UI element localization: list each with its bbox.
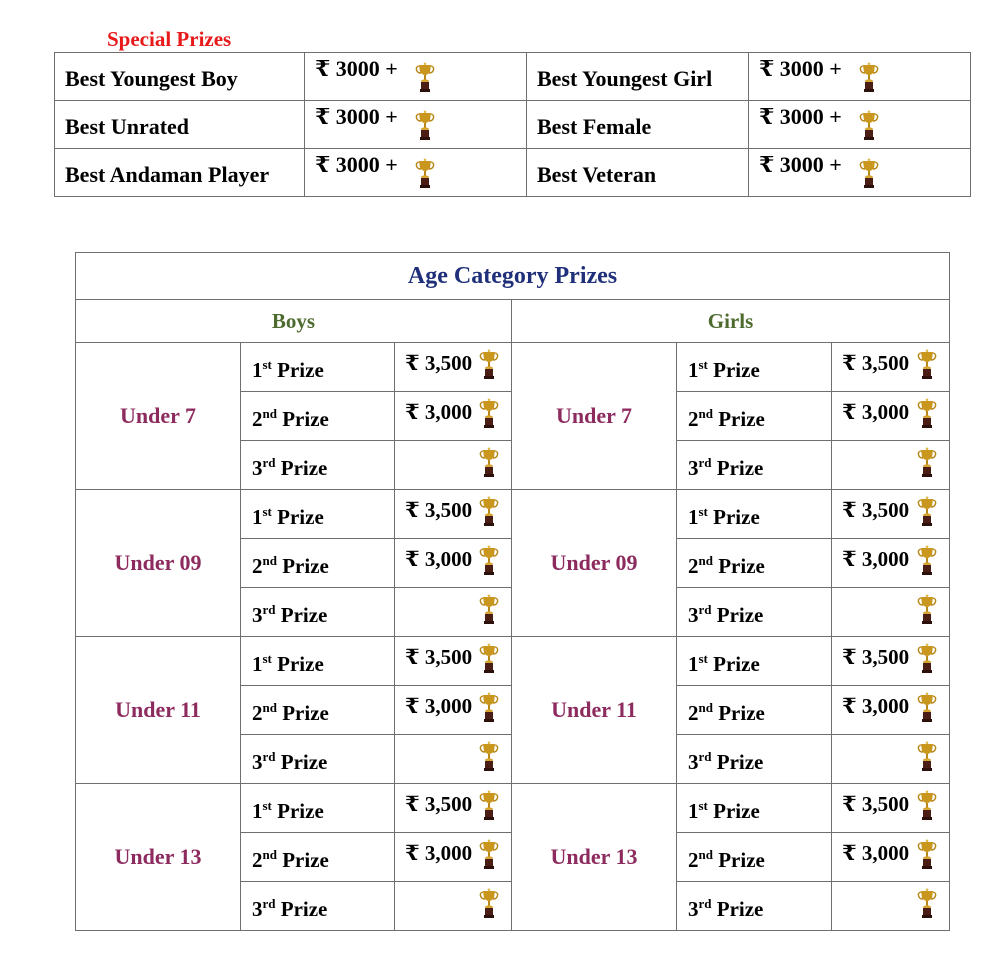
girls-prize-amount-cell xyxy=(832,539,950,588)
prize-amount: ₹ 3,000 xyxy=(405,547,473,571)
prize-amount: ₹ 3,500 xyxy=(842,351,910,375)
trophy-icon xyxy=(479,496,499,530)
prize-rank-word: Prize xyxy=(718,700,765,725)
girls-category-label: Under 09 xyxy=(512,490,677,637)
prize-rank-suffix: nd xyxy=(698,846,713,862)
special-prize-amount: ₹ 3000 + xyxy=(315,152,398,177)
prize-rank-suffix: st xyxy=(698,650,708,666)
prize-rank-number: 2 xyxy=(688,553,699,578)
trophy-icon xyxy=(917,398,937,432)
trophy-icon xyxy=(479,692,499,726)
age-prize-row xyxy=(76,490,950,539)
prize-amount: ₹ 3,500 xyxy=(405,645,473,669)
boys-prize-amount-cell xyxy=(395,735,512,784)
girls-category-label: Under 7 xyxy=(512,343,677,490)
special-prize-amount: ₹ 3000 + xyxy=(759,104,842,129)
special-prize-row xyxy=(55,101,971,149)
prize-rank-suffix: st xyxy=(698,503,708,519)
prize-rank-suffix: nd xyxy=(698,405,713,421)
prize-amount: ₹ 3,000 xyxy=(405,400,473,424)
prize-rank-suffix: st xyxy=(698,356,708,372)
prize-rank-number: 3 xyxy=(252,602,263,627)
prize-amount: ₹ 3,500 xyxy=(842,645,910,669)
boys-prize-label xyxy=(241,588,395,637)
trophy-icon xyxy=(917,692,937,726)
girls-category-label: Under 11 xyxy=(512,637,677,784)
age-category-title: Age Category Prizes xyxy=(76,253,950,300)
boys-category-label: Under 7 xyxy=(76,343,241,490)
trophy-icon xyxy=(917,447,937,481)
prize-rank-suffix: nd xyxy=(262,699,277,715)
trophy-icon xyxy=(917,741,937,775)
girls-prize-label xyxy=(677,833,832,882)
prize-rank-word: Prize xyxy=(280,749,328,774)
prize-rank-suffix: rd xyxy=(262,748,276,764)
girls-prize-amount-cell xyxy=(832,343,950,392)
prize-rank-word: Prize xyxy=(716,749,764,774)
special-prize-amount: ₹ 3000 + xyxy=(315,56,398,81)
prize-rank-suffix: rd xyxy=(262,601,276,617)
trophy-icon xyxy=(917,349,937,383)
prize-rank-number: 2 xyxy=(252,847,263,872)
girls-prize-label xyxy=(677,343,832,392)
girls-prize-amount-cell xyxy=(832,490,950,539)
trophy-icon xyxy=(859,62,879,96)
trophy-icon xyxy=(479,594,499,628)
boys-header: Boys xyxy=(76,300,512,343)
boys-category-label: Under 11 xyxy=(76,637,241,784)
prize-amount: ₹ 3,500 xyxy=(405,498,473,522)
special-prize-row xyxy=(55,53,971,101)
boys-prize-amount-cell xyxy=(395,441,512,490)
trophy-icon xyxy=(479,398,499,432)
boys-prize-label xyxy=(241,735,395,784)
prize-rank-word: Prize xyxy=(718,406,765,431)
special-prizes-title: Special Prizes xyxy=(107,27,232,51)
boys-prize-label xyxy=(241,343,395,392)
prize-rank-suffix: nd xyxy=(698,699,713,715)
prize-rank-suffix: st xyxy=(262,650,272,666)
special-prize-amount-cell xyxy=(305,53,527,101)
prize-rank-word: Prize xyxy=(716,602,764,627)
prize-rank-word: Prize xyxy=(280,896,328,921)
trophy-icon xyxy=(917,888,937,922)
prize-rank-suffix: rd xyxy=(698,748,712,764)
special-prizes-table xyxy=(54,52,971,197)
prize-rank-number: 3 xyxy=(688,602,699,627)
prize-amount: ₹ 3,500 xyxy=(842,792,910,816)
boys-prize-amount-cell xyxy=(395,882,512,931)
girls-prize-label xyxy=(677,637,832,686)
prize-rank-word: Prize xyxy=(280,602,328,627)
boys-prize-amount-cell xyxy=(395,343,512,392)
prize-amount: ₹ 3,500 xyxy=(842,498,910,522)
special-prize-amount: ₹ 3000 + xyxy=(759,56,842,81)
girls-prize-amount-cell xyxy=(832,588,950,637)
prize-rank-number: 1 xyxy=(688,357,699,382)
boys-prize-amount-cell xyxy=(395,833,512,882)
trophy-icon xyxy=(917,545,937,579)
special-prize-label: Best Youngest Boy xyxy=(55,53,305,101)
prize-rank-number: 1 xyxy=(252,504,263,529)
prize-rank-word: Prize xyxy=(718,847,765,872)
prize-rank-word: Prize xyxy=(282,700,329,725)
prize-rank-suffix: nd xyxy=(262,405,277,421)
trophy-icon xyxy=(415,62,435,96)
special-prize-amount: ₹ 3000 + xyxy=(759,152,842,177)
girls-prize-label xyxy=(677,784,832,833)
girls-prize-label xyxy=(677,686,832,735)
trophy-icon xyxy=(479,447,499,481)
age-prize-row xyxy=(76,637,950,686)
boys-category-label: Under 09 xyxy=(76,490,241,637)
boys-prize-amount-cell xyxy=(395,686,512,735)
trophy-icon xyxy=(917,790,937,824)
trophy-icon xyxy=(479,643,499,677)
special-prize-label: Best Youngest Girl xyxy=(527,53,749,101)
prize-rank-word: Prize xyxy=(713,504,760,529)
prize-rank-number: 1 xyxy=(252,651,263,676)
trophy-icon xyxy=(479,741,499,775)
special-prize-row xyxy=(55,149,971,197)
girls-prize-amount-cell xyxy=(832,392,950,441)
trophy-icon xyxy=(859,110,879,144)
prize-rank-number: 3 xyxy=(252,749,263,774)
trophy-icon xyxy=(415,158,435,192)
prize-rank-word: Prize xyxy=(280,455,328,480)
special-prize-amount-cell xyxy=(305,101,527,149)
prize-rank-suffix: rd xyxy=(698,895,712,911)
special-prize-amount-cell xyxy=(749,149,971,197)
prize-rank-suffix: rd xyxy=(262,454,276,470)
prize-rank-suffix: st xyxy=(262,797,272,813)
prize-amount: ₹ 3,000 xyxy=(842,547,910,571)
age-category-prizes-table xyxy=(75,252,950,931)
boys-prize-label xyxy=(241,441,395,490)
trophy-icon xyxy=(479,790,499,824)
girls-prize-amount-cell xyxy=(832,833,950,882)
girls-prize-label xyxy=(677,882,832,931)
prize-rank-word: Prize xyxy=(718,553,765,578)
prize-rank-word: Prize xyxy=(713,798,760,823)
girls-prize-amount-cell xyxy=(832,637,950,686)
trophy-icon xyxy=(479,888,499,922)
prize-amount: ₹ 3,500 xyxy=(405,792,473,816)
prize-amount: ₹ 3,000 xyxy=(842,694,910,718)
prize-amount: ₹ 3,000 xyxy=(842,841,910,865)
boys-prize-amount-cell xyxy=(395,392,512,441)
special-prize-label: Best Andaman Player xyxy=(55,149,305,197)
boys-prize-amount-cell xyxy=(395,784,512,833)
boys-prize-label xyxy=(241,539,395,588)
girls-prize-amount-cell xyxy=(832,882,950,931)
special-prize-label: Best Veteran xyxy=(527,149,749,197)
girls-prize-amount-cell xyxy=(832,441,950,490)
special-prize-label: Best Female xyxy=(527,101,749,149)
girls-prize-label xyxy=(677,490,832,539)
girls-header: Girls xyxy=(512,300,950,343)
trophy-icon xyxy=(479,839,499,873)
age-prize-row xyxy=(76,343,950,392)
special-prize-amount: ₹ 3000 + xyxy=(315,104,398,129)
prize-rank-word: Prize xyxy=(282,847,329,872)
prize-rank-number: 3 xyxy=(688,896,699,921)
prize-rank-number: 3 xyxy=(252,455,263,480)
girls-prize-amount-cell xyxy=(832,784,950,833)
boys-prize-label xyxy=(241,784,395,833)
girls-prize-label xyxy=(677,392,832,441)
trophy-icon xyxy=(415,110,435,144)
prize-rank-suffix: nd xyxy=(698,552,713,568)
prize-rank-number: 3 xyxy=(688,455,699,480)
boys-prize-amount-cell xyxy=(395,588,512,637)
prize-rank-word: Prize xyxy=(716,896,764,921)
girls-prize-label xyxy=(677,539,832,588)
prize-rank-suffix: st xyxy=(262,503,272,519)
prize-rank-number: 1 xyxy=(688,798,699,823)
prize-rank-number: 1 xyxy=(688,504,699,529)
trophy-icon xyxy=(917,839,937,873)
girls-category-label: Under 13 xyxy=(512,784,677,931)
boys-prize-label xyxy=(241,882,395,931)
boys-prize-label xyxy=(241,637,395,686)
prize-rank-word: Prize xyxy=(713,651,760,676)
girls-prize-label xyxy=(677,588,832,637)
prize-rank-number: 1 xyxy=(252,357,263,382)
prize-rank-number: 1 xyxy=(688,651,699,676)
boys-prize-label xyxy=(241,686,395,735)
prize-amount: ₹ 3,000 xyxy=(405,694,473,718)
prize-rank-suffix: nd xyxy=(262,552,277,568)
girls-prize-label xyxy=(677,441,832,490)
prize-rank-suffix: rd xyxy=(698,454,712,470)
trophy-icon xyxy=(917,643,937,677)
prize-rank-number: 2 xyxy=(252,553,263,578)
boys-prize-amount-cell xyxy=(395,637,512,686)
boys-prize-amount-cell xyxy=(395,490,512,539)
prize-amount: ₹ 3,000 xyxy=(842,400,910,424)
prize-rank-number: 2 xyxy=(688,700,699,725)
prize-rank-word: Prize xyxy=(282,553,329,578)
prize-amount: ₹ 3,000 xyxy=(405,841,473,865)
special-prize-amount-cell xyxy=(305,149,527,197)
trophy-icon xyxy=(479,349,499,383)
prize-rank-number: 1 xyxy=(252,798,263,823)
trophy-icon xyxy=(917,594,937,628)
prize-rank-suffix: st xyxy=(698,797,708,813)
prize-rank-word: Prize xyxy=(282,406,329,431)
trophy-icon xyxy=(479,545,499,579)
girls-prize-amount-cell xyxy=(832,735,950,784)
prize-rank-suffix: nd xyxy=(262,846,277,862)
prize-rank-suffix: rd xyxy=(698,601,712,617)
boys-prize-label xyxy=(241,833,395,882)
prize-rank-number: 2 xyxy=(688,406,699,431)
prize-rank-number: 2 xyxy=(688,847,699,872)
age-prize-row xyxy=(76,784,950,833)
special-prize-label: Best Unrated xyxy=(55,101,305,149)
prize-rank-word: Prize xyxy=(277,504,324,529)
special-prize-amount-cell xyxy=(749,53,971,101)
prize-rank-number: 2 xyxy=(252,406,263,431)
prize-amount: ₹ 3,500 xyxy=(405,351,473,375)
prize-rank-word: Prize xyxy=(277,651,324,676)
prize-rank-number: 2 xyxy=(252,700,263,725)
girls-prize-amount-cell xyxy=(832,686,950,735)
boys-prize-label xyxy=(241,490,395,539)
prize-rank-number: 3 xyxy=(688,749,699,774)
boys-prize-amount-cell xyxy=(395,539,512,588)
trophy-icon xyxy=(859,158,879,192)
prize-rank-suffix: rd xyxy=(262,895,276,911)
prize-rank-number: 3 xyxy=(252,896,263,921)
girls-prize-label xyxy=(677,735,832,784)
special-prize-amount-cell xyxy=(749,101,971,149)
prize-rank-word: Prize xyxy=(277,357,324,382)
boys-category-label: Under 13 xyxy=(76,784,241,931)
boys-prize-label xyxy=(241,392,395,441)
prize-rank-word: Prize xyxy=(277,798,324,823)
prize-rank-word: Prize xyxy=(713,357,760,382)
prize-rank-word: Prize xyxy=(716,455,764,480)
prize-rank-suffix: st xyxy=(262,356,272,372)
trophy-icon xyxy=(917,496,937,530)
